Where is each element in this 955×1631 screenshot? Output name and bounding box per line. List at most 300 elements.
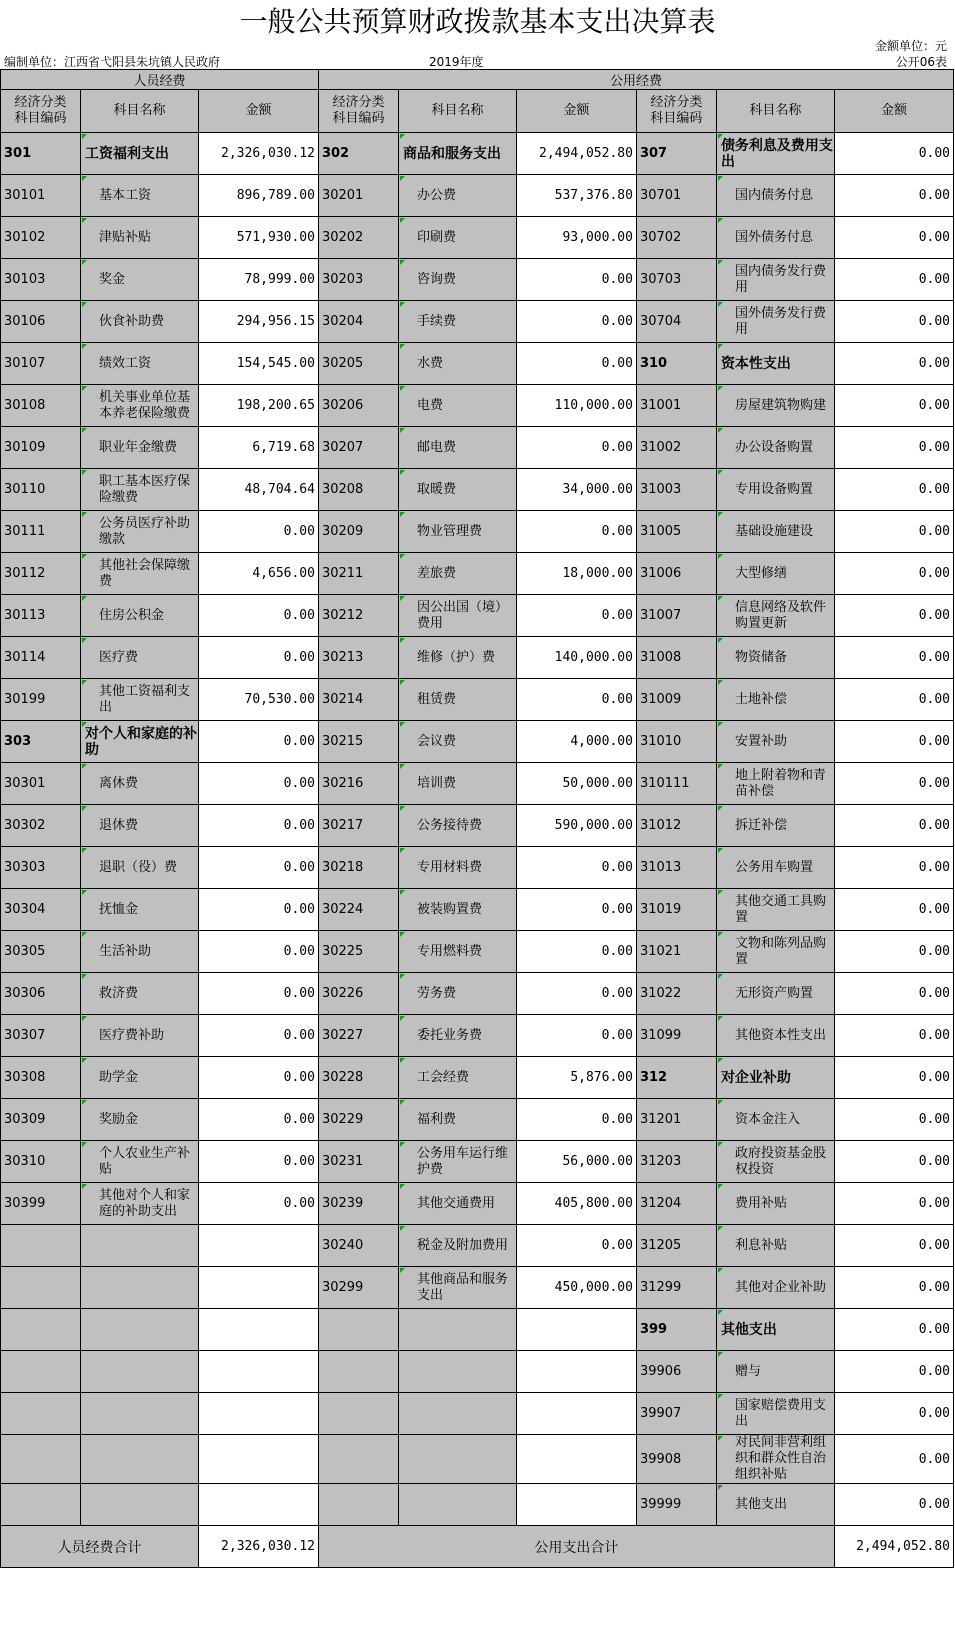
- item-name-cell: 国家赔偿费用支出: [716, 1393, 834, 1435]
- item-name-cell: 劳务费: [398, 973, 516, 1015]
- code-cell: 30211: [318, 553, 398, 595]
- code-cell: 302: [318, 133, 398, 175]
- amount-cell: 0.00: [198, 973, 318, 1015]
- page-title: 一般公共预算财政拨款基本支出决算表: [239, 5, 716, 38]
- table-row: [1, 1057, 954, 1099]
- amount-cell: 571,930.00: [198, 217, 318, 259]
- table-row: [1, 1183, 954, 1225]
- item-name-cell: 职业年金缴费: [81, 427, 199, 469]
- amount-cell: 0.00: [834, 1351, 953, 1393]
- item-name-cell: 助学金: [81, 1057, 199, 1099]
- amount-cell: 0.00: [516, 511, 636, 553]
- amount-cell: 0.00: [834, 1099, 953, 1141]
- code-cell: 30304: [1, 889, 81, 931]
- code-cell: 303: [1, 721, 81, 763]
- item-name-cell: 伙食补助费: [81, 301, 199, 343]
- code-cell: 30207: [318, 427, 398, 469]
- amount-cell: 0.00: [198, 637, 318, 679]
- amount-cell: 0.00: [516, 931, 636, 973]
- code-cell: 30216: [318, 763, 398, 805]
- item-name-cell: 对企业补助: [716, 1057, 834, 1099]
- code-cell: 31099: [636, 1015, 716, 1057]
- code-cell: 30231: [318, 1141, 398, 1183]
- item-name-cell: 个人农业生产补贴: [81, 1141, 199, 1183]
- item-name-cell: [81, 1309, 199, 1351]
- amount-cell: [198, 1393, 318, 1435]
- table-row: [1, 1141, 954, 1183]
- code-cell: 30308: [1, 1057, 81, 1099]
- code-cell: 30209: [318, 511, 398, 553]
- item-name-cell: 水费: [398, 343, 516, 385]
- table-row: [1, 1015, 954, 1057]
- code-cell: 30399: [1, 1183, 81, 1225]
- header-amount: 金额: [516, 90, 636, 133]
- header-name: 科目名称: [81, 90, 199, 133]
- item-name-cell: 邮电费: [398, 427, 516, 469]
- amount-cell: [198, 1267, 318, 1309]
- amount-cell: [516, 1351, 636, 1393]
- item-name-cell: 职工基本医疗保险缴费: [81, 469, 199, 511]
- amount-cell: 0.00: [834, 931, 953, 973]
- amount-cell: 0.00: [198, 763, 318, 805]
- org-label: 编制单位：江西省弋阳县朱坑镇人民政府: [4, 55, 221, 69]
- item-name-cell: 公务员医疗补助缴款: [81, 511, 199, 553]
- year-label: 2019年度: [429, 55, 484, 69]
- amount-cell: 0.00: [516, 889, 636, 931]
- code-cell: 307: [636, 133, 716, 175]
- table-row: [1, 595, 954, 637]
- code-cell: 30226: [318, 973, 398, 1015]
- amount-cell: 34,000.00: [516, 469, 636, 511]
- code-cell: 30214: [318, 679, 398, 721]
- code-cell: 30208: [318, 469, 398, 511]
- amount-cell: 0.00: [834, 133, 953, 175]
- code-cell: 31008: [636, 637, 716, 679]
- code-cell: 31005: [636, 511, 716, 553]
- table-row: [1, 637, 954, 679]
- amount-cell: 0.00: [516, 1225, 636, 1267]
- amount-cell: 6,719.68: [198, 427, 318, 469]
- code-cell: 30203: [318, 259, 398, 301]
- amount-cell: 0.00: [834, 763, 953, 805]
- item-name-cell: 国外债务发行费用: [716, 301, 834, 343]
- code-cell: 39908: [636, 1435, 716, 1484]
- amount-cell: 0.00: [516, 973, 636, 1015]
- item-name-cell: 福利费: [398, 1099, 516, 1141]
- item-name-cell: 租赁费: [398, 679, 516, 721]
- code-cell: 301: [1, 133, 81, 175]
- table-row: [1, 1393, 954, 1435]
- item-name-cell: 办公费: [398, 175, 516, 217]
- amount-cell: 0.00: [834, 175, 953, 217]
- unit-label: 金额单位：元: [874, 39, 947, 53]
- table-row: [1, 889, 954, 931]
- item-name-cell: 专用材料费: [398, 847, 516, 889]
- item-name-cell: 机关事业单位基本养老保险缴费: [81, 385, 199, 427]
- amount-cell: 0.00: [834, 637, 953, 679]
- item-name-cell: [81, 1225, 199, 1267]
- personnel-total-label: 人员经费合计: [1, 1526, 199, 1568]
- code-cell: 30307: [1, 1015, 81, 1057]
- item-name-cell: 因公出国（境）费用: [398, 595, 516, 637]
- amount-cell: 48,704.64: [198, 469, 318, 511]
- item-name-cell: 印刷费: [398, 217, 516, 259]
- item-name-cell: 住房公积金: [81, 595, 199, 637]
- code-cell: 30229: [318, 1099, 398, 1141]
- amount-cell: 140,000.00: [516, 637, 636, 679]
- item-name-cell: 其他交通工具购置: [716, 889, 834, 931]
- amount-cell: 0.00: [198, 931, 318, 973]
- amount-cell: 110,000.00: [516, 385, 636, 427]
- code-cell: [1, 1351, 81, 1393]
- item-name-cell: [81, 1267, 199, 1309]
- amount-cell: 5,876.00: [516, 1057, 636, 1099]
- amount-cell: 0.00: [516, 595, 636, 637]
- code-cell: [1, 1225, 81, 1267]
- code-cell: 399: [636, 1309, 716, 1351]
- item-name-cell: 其他社会保障缴费: [81, 553, 199, 595]
- section-personnel: 人员经费: [1, 70, 319, 90]
- amount-cell: 0.00: [516, 259, 636, 301]
- item-name-cell: 取暖费: [398, 469, 516, 511]
- amount-cell: 0.00: [834, 1435, 953, 1484]
- amount-cell: 0.00: [834, 217, 953, 259]
- amount-cell: 2,326,030.12: [198, 133, 318, 175]
- amount-cell: 93,000.00: [516, 217, 636, 259]
- code-cell: [318, 1351, 398, 1393]
- code-cell: 30703: [636, 259, 716, 301]
- item-name-cell: 地上附着物和青苗补偿: [716, 763, 834, 805]
- item-name-cell: 差旅费: [398, 553, 516, 595]
- table-row: [1, 385, 954, 427]
- item-name-cell: 资本性支出: [716, 343, 834, 385]
- amount-cell: 0.00: [516, 427, 636, 469]
- item-name-cell: 其他对企业补助: [716, 1267, 834, 1309]
- item-name-cell: 维修（护）费: [398, 637, 516, 679]
- item-name-cell: 利息补贴: [716, 1225, 834, 1267]
- code-cell: 30239: [318, 1183, 398, 1225]
- item-name-cell: [81, 1351, 199, 1393]
- code-cell: 30309: [1, 1099, 81, 1141]
- code-cell: 30702: [636, 217, 716, 259]
- code-cell: 31201: [636, 1099, 716, 1141]
- code-cell: 30310: [1, 1141, 81, 1183]
- code-cell: 30103: [1, 259, 81, 301]
- amount-cell: 0.00: [834, 1393, 953, 1435]
- table-body: [1, 133, 954, 1526]
- item-name-cell: 医疗费补助: [81, 1015, 199, 1057]
- code-cell: 30302: [1, 805, 81, 847]
- code-cell: 30201: [318, 175, 398, 217]
- code-cell: 30206: [318, 385, 398, 427]
- item-name-cell: 政府投资基金股权投资: [716, 1141, 834, 1183]
- item-name-cell: 物资储备: [716, 637, 834, 679]
- item-name-cell: 其他对个人和家庭的补助支出: [81, 1183, 199, 1225]
- amount-cell: [516, 1484, 636, 1526]
- item-name-cell: 培训费: [398, 763, 516, 805]
- amount-cell: 50,000.00: [516, 763, 636, 805]
- code-cell: 30113: [1, 595, 81, 637]
- amount-cell: 896,789.00: [198, 175, 318, 217]
- item-name-cell: 公务用车购置: [716, 847, 834, 889]
- item-name-cell: 资本金注入: [716, 1099, 834, 1141]
- item-name-cell: 被装购置费: [398, 889, 516, 931]
- table-row: [1, 1484, 954, 1526]
- amount-cell: 0.00: [198, 721, 318, 763]
- code-cell: 30217: [318, 805, 398, 847]
- amount-cell: [516, 1435, 636, 1484]
- amount-cell: 0.00: [834, 889, 953, 931]
- amount-cell: 0.00: [198, 1099, 318, 1141]
- item-name-cell: 医疗费: [81, 637, 199, 679]
- amount-cell: 18,000.00: [516, 553, 636, 595]
- amount-cell: 537,376.80: [516, 175, 636, 217]
- item-name-cell: 其他工资福利支出: [81, 679, 199, 721]
- table-row: [1, 1267, 954, 1309]
- amount-cell: 0.00: [834, 973, 953, 1015]
- amount-cell: 0.00: [834, 343, 953, 385]
- amount-cell: 0.00: [834, 805, 953, 847]
- item-name-cell: 咨询费: [398, 259, 516, 301]
- amount-cell: 0.00: [516, 1099, 636, 1141]
- code-cell: 30205: [318, 343, 398, 385]
- header-name: 科目名称: [398, 90, 516, 133]
- table-row: [1, 1099, 954, 1141]
- code-cell: 310: [636, 343, 716, 385]
- code-cell: 30301: [1, 763, 81, 805]
- amount-cell: [198, 1225, 318, 1267]
- amount-cell: 0.00: [198, 847, 318, 889]
- amount-cell: 0.00: [198, 595, 318, 637]
- item-name-cell: 生活补助: [81, 931, 199, 973]
- code-cell: 39906: [636, 1351, 716, 1393]
- amount-cell: [198, 1351, 318, 1393]
- code-cell: 30202: [318, 217, 398, 259]
- item-name-cell: 其他支出: [716, 1309, 834, 1351]
- table-row: [1, 847, 954, 889]
- code-cell: 31203: [636, 1141, 716, 1183]
- code-cell: 30704: [636, 301, 716, 343]
- table-row: [1, 301, 954, 343]
- code-cell: 31021: [636, 931, 716, 973]
- code-cell: 30218: [318, 847, 398, 889]
- table-row: [1, 1309, 954, 1351]
- code-cell: 30212: [318, 595, 398, 637]
- amount-cell: 154,545.00: [198, 343, 318, 385]
- table-row: [1, 343, 954, 385]
- code-cell: [1, 1484, 81, 1526]
- code-cell: 31299: [636, 1267, 716, 1309]
- code-cell: 30106: [1, 301, 81, 343]
- code-cell: 30701: [636, 175, 716, 217]
- item-name-cell: 工会经费: [398, 1057, 516, 1099]
- amount-cell: 0.00: [516, 1015, 636, 1057]
- item-name-cell: 抚恤金: [81, 889, 199, 931]
- code-cell: 31009: [636, 679, 716, 721]
- code-cell: 30114: [1, 637, 81, 679]
- code-cell: 31022: [636, 973, 716, 1015]
- table-row: [1, 259, 954, 301]
- item-name-cell: 大型修缮: [716, 553, 834, 595]
- amount-cell: 0.00: [834, 679, 953, 721]
- item-name-cell: 电费: [398, 385, 516, 427]
- code-cell: 30225: [318, 931, 398, 973]
- amount-cell: 0.00: [198, 805, 318, 847]
- item-name-cell: 奖励金: [81, 1099, 199, 1141]
- code-cell: [318, 1484, 398, 1526]
- item-name-cell: 专用设备购置: [716, 469, 834, 511]
- item-name-cell: 对民间非营利组织和群众性自治组织补贴: [716, 1435, 834, 1484]
- section-public: 公用经费: [318, 70, 953, 90]
- amount-cell: 2,494,052.80: [516, 133, 636, 175]
- code-cell: 30240: [318, 1225, 398, 1267]
- table-row: [1, 805, 954, 847]
- item-name-cell: 工资福利支出: [81, 133, 199, 175]
- item-name-cell: 公务用车运行维护费: [398, 1141, 516, 1183]
- item-name-cell: 基本工资: [81, 175, 199, 217]
- table-row: [1, 931, 954, 973]
- amount-cell: 4,656.00: [198, 553, 318, 595]
- item-name-cell: 办公设备购置: [716, 427, 834, 469]
- table-row: [1, 721, 954, 763]
- code-cell: [318, 1435, 398, 1484]
- amount-cell: 0.00: [834, 427, 953, 469]
- amount-cell: 0.00: [834, 595, 953, 637]
- amount-cell: 198,200.65: [198, 385, 318, 427]
- code-cell: 31010: [636, 721, 716, 763]
- table-row: [1, 973, 954, 1015]
- code-cell: 31204: [636, 1183, 716, 1225]
- item-name-cell: 国内债务付息: [716, 175, 834, 217]
- item-name-cell: 土地补偿: [716, 679, 834, 721]
- item-name-cell: 公务接待费: [398, 805, 516, 847]
- amount-cell: 0.00: [516, 679, 636, 721]
- code-cell: 30108: [1, 385, 81, 427]
- code-cell: 30107: [1, 343, 81, 385]
- public-total-amount: 2,494,052.80: [834, 1526, 953, 1568]
- table-row: [1, 133, 954, 175]
- code-cell: 39907: [636, 1393, 716, 1435]
- code-cell: 30303: [1, 847, 81, 889]
- item-name-cell: 文物和陈列品购置: [716, 931, 834, 973]
- amount-cell: 0.00: [834, 847, 953, 889]
- item-name-cell: 手续费: [398, 301, 516, 343]
- code-cell: 30109: [1, 427, 81, 469]
- item-name-cell: 离休费: [81, 763, 199, 805]
- amount-cell: 450,000.00: [516, 1267, 636, 1309]
- code-cell: 31006: [636, 553, 716, 595]
- table-row: [1, 217, 954, 259]
- code-cell: 30112: [1, 553, 81, 595]
- code-cell: 30228: [318, 1057, 398, 1099]
- amount-cell: 405,800.00: [516, 1183, 636, 1225]
- amount-cell: 0.00: [198, 1057, 318, 1099]
- item-name-cell: [81, 1393, 199, 1435]
- amount-cell: 4,000.00: [516, 721, 636, 763]
- code-cell: [318, 1393, 398, 1435]
- item-name-cell: [398, 1435, 516, 1484]
- amount-cell: 0.00: [834, 469, 953, 511]
- amount-cell: 0.00: [198, 1015, 318, 1057]
- amount-cell: 70,530.00: [198, 679, 318, 721]
- code-cell: 30199: [1, 679, 81, 721]
- amount-cell: 0.00: [198, 889, 318, 931]
- item-name-cell: 税金及附加费用: [398, 1225, 516, 1267]
- amount-cell: 0.00: [834, 553, 953, 595]
- code-cell: 312: [636, 1057, 716, 1099]
- table-row: [1, 469, 954, 511]
- item-name-cell: [81, 1435, 199, 1484]
- item-name-cell: 基础设施建设: [716, 511, 834, 553]
- code-cell: 30306: [1, 973, 81, 1015]
- amount-cell: 0.00: [834, 1225, 953, 1267]
- table-number: 公开06表: [895, 55, 947, 69]
- item-name-cell: 其他商品和服务支出: [398, 1267, 516, 1309]
- amount-cell: 0.00: [516, 301, 636, 343]
- item-name-cell: 拆迁补偿: [716, 805, 834, 847]
- item-name-cell: 房屋建筑物购建: [716, 385, 834, 427]
- code-cell: 39999: [636, 1484, 716, 1526]
- amount-cell: 0.00: [834, 259, 953, 301]
- code-cell: [1, 1267, 81, 1309]
- code-cell: 310111: [636, 763, 716, 805]
- code-cell: 31205: [636, 1225, 716, 1267]
- item-name-cell: 其他交通费用: [398, 1183, 516, 1225]
- code-cell: 30224: [318, 889, 398, 931]
- amount-cell: 56,000.00: [516, 1141, 636, 1183]
- header-name: 科目名称: [716, 90, 834, 133]
- item-name-cell: 专用燃料费: [398, 931, 516, 973]
- code-cell: 31019: [636, 889, 716, 931]
- item-name-cell: 委托业务费: [398, 1015, 516, 1057]
- code-cell: 30227: [318, 1015, 398, 1057]
- table-row: [1, 553, 954, 595]
- item-name-cell: 对个人和家庭的补助: [81, 721, 199, 763]
- amount-cell: 0.00: [834, 1267, 953, 1309]
- amount-cell: [198, 1484, 318, 1526]
- item-name-cell: [81, 1484, 199, 1526]
- amount-cell: 0.00: [834, 301, 953, 343]
- code-cell: 30215: [318, 721, 398, 763]
- item-name-cell: [398, 1351, 516, 1393]
- item-name-cell: [398, 1393, 516, 1435]
- amount-cell: 0.00: [834, 1484, 953, 1526]
- header-amount: 金额: [198, 90, 318, 133]
- amount-cell: 0.00: [834, 1309, 953, 1351]
- item-name-cell: 信息网络及软件购置更新: [716, 595, 834, 637]
- amount-cell: [516, 1309, 636, 1351]
- code-cell: 30213: [318, 637, 398, 679]
- table-row: [1, 679, 954, 721]
- code-cell: 31001: [636, 385, 716, 427]
- item-name-cell: 奖金: [81, 259, 199, 301]
- code-cell: 31013: [636, 847, 716, 889]
- amount-cell: [198, 1435, 318, 1484]
- table-row: [1, 1225, 954, 1267]
- amount-cell: [516, 1393, 636, 1435]
- expenditure-table: [0, 69, 954, 1568]
- amount-cell: 78,999.00: [198, 259, 318, 301]
- amount-cell: 0.00: [834, 385, 953, 427]
- item-name-cell: 费用补贴: [716, 1183, 834, 1225]
- item-name-cell: 绩效工资: [81, 343, 199, 385]
- code-cell: [1, 1309, 81, 1351]
- personnel-total-amount: 2,326,030.12: [198, 1526, 318, 1568]
- public-total-label: 公用支出合计: [318, 1526, 834, 1568]
- item-name-cell: 退职（役）费: [81, 847, 199, 889]
- table-row: [1, 175, 954, 217]
- table-row: [1, 1351, 954, 1393]
